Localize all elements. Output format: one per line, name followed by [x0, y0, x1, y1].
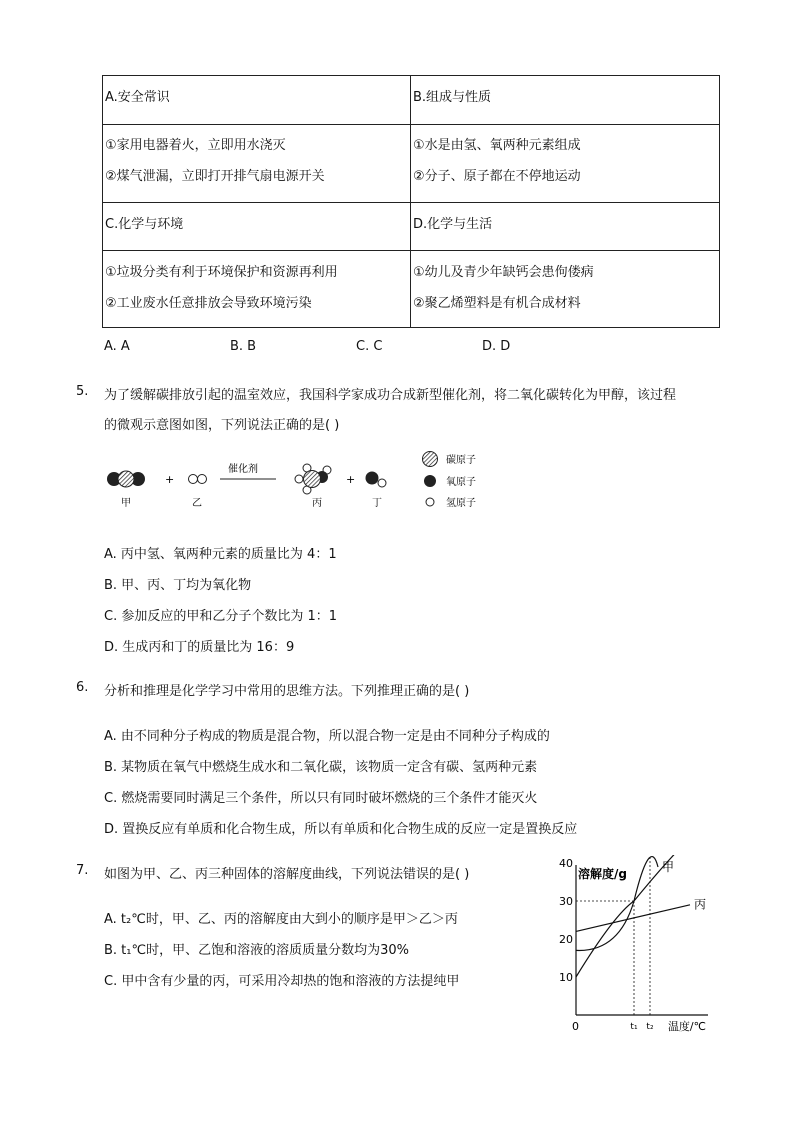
- q5-choice-c[interactable]: C. 参加反应的甲和乙分子个数比为 1：1: [104, 609, 338, 624]
- origin-label: 0: [572, 1020, 579, 1033]
- hydrogen-atom-icon: [426, 498, 434, 506]
- y-tick-label: 10: [559, 971, 573, 984]
- label-bing: 丙: [312, 498, 322, 509]
- table-cell-d-title: D.化学与生活: [413, 217, 493, 232]
- plus-sign: +: [346, 473, 356, 486]
- q5-number: 5.: [76, 384, 89, 399]
- table-cell-a-line: ①家用电器着火，立即用水浇灭: [105, 138, 286, 153]
- series-label: 丙: [694, 897, 707, 912]
- q5-choice-a[interactable]: A. 丙中氢、氧两种元素的质量比为 4：1: [104, 547, 337, 562]
- y-axis-label: 溶解度/g: [578, 867, 627, 881]
- q5-choice-d[interactable]: D. 生成丙和丁的质量比为 16：9: [104, 640, 295, 655]
- q7-number: 7.: [76, 863, 89, 878]
- label-ding: 丁: [372, 498, 382, 509]
- knowledge-table: [102, 75, 720, 328]
- q5-choice-b[interactable]: B. 甲、丙、丁均为氧化物: [104, 578, 252, 593]
- q7-choice-a[interactable]: A. t₂℃时，甲、乙、丙的溶解度由大到小的顺序是甲＞乙＞丙: [104, 912, 458, 927]
- q4-option-d[interactable]: D. D: [482, 339, 511, 354]
- y-tick-label: 30: [559, 895, 573, 908]
- solubility-chart: [548, 855, 723, 1035]
- table-cell-c-title: C.化学与环境: [105, 217, 184, 232]
- carbon-atom-icon: [423, 452, 438, 467]
- q4-option-b[interactable]: B. B: [230, 339, 257, 354]
- q6-choice-d[interactable]: D. 置换反应有单质和化合物生成，所以有单质和化合物生成的反应一定是置换反应: [104, 822, 578, 837]
- molecule-jia: [107, 471, 145, 487]
- legend-carbon: 碳原子: [446, 455, 476, 466]
- q6-choice-b[interactable]: B. 某物质在氧气中燃烧生成水和二氧化碳，该物质一定含有碳、氢两种元素: [104, 760, 538, 775]
- table-cell-d-line: ②聚乙烯塑料是有机合成材料: [413, 296, 581, 311]
- table-cell-b-title: B.组成与性质: [413, 90, 492, 105]
- plus-sign: +: [165, 473, 175, 486]
- label-jia: 甲: [121, 498, 131, 509]
- oxygen-atom-icon: [424, 475, 436, 487]
- x-axis-label: 温度/℃: [667, 1020, 706, 1033]
- x-tick-label: t₁: [630, 1022, 638, 1032]
- table-cell-a-line: ②煤气泄漏，立即打开排气扇电源开关: [105, 169, 325, 184]
- q7-choice-b[interactable]: B. t₁℃时，甲、乙饱和溶液的溶质质量分数均为30%: [104, 943, 409, 958]
- molecule-bing: [295, 464, 331, 494]
- series-label: 甲: [662, 860, 675, 874]
- q6-number: 6.: [76, 680, 89, 695]
- q5-text: 为了缓解碳排放引起的温室效应，我国科学家成功合成新型催化剂，将二氧化碳转化为甲醇，该过程: [104, 388, 677, 403]
- table-cell-a-title: A.安全常识: [105, 90, 170, 105]
- molecule-ding: [366, 472, 387, 488]
- q4-option-c[interactable]: C. C: [356, 339, 383, 354]
- catalyst-label: 催化剂: [228, 464, 258, 475]
- table-cell-c-line: ②工业废水任意排放会导致环境污染: [105, 296, 312, 311]
- q6-choice-c[interactable]: C. 燃烧需要同时满足三个条件，所以只有同时破坏燃烧的三个条件才能灭火: [104, 791, 538, 806]
- label-yi: 乙: [192, 498, 202, 509]
- atom-legend: [420, 449, 510, 515]
- curve-2: [576, 905, 690, 932]
- q7-text: 如图为甲、乙、丙三种固体的溶解度曲线，下列说法错误的是( ): [104, 867, 470, 882]
- y-tick-label: 20: [559, 933, 573, 946]
- q6-text: 分析和推理是化学学习中常用的思维方法。下列推理正确的是( ): [104, 684, 470, 699]
- q5-text: 的微观示意图如图，下列说法正确的是( ): [104, 418, 340, 433]
- q4-option-a[interactable]: A. A: [104, 339, 130, 354]
- table-divider: [103, 124, 719, 125]
- table-divider: [103, 250, 719, 251]
- legend-hydrogen: 氢原子: [446, 498, 476, 509]
- table-divider: [103, 202, 719, 203]
- table-cell-b-line: ①水是由氢、氧两种元素组成: [413, 138, 581, 153]
- table-cell-b-line: ②分子、原子都在不停地运动: [413, 169, 581, 184]
- q6-choice-a[interactable]: A. 由不同种分子构成的物质是混合物，所以混合物一定是由不同种分子构成的: [104, 729, 550, 744]
- x-tick-label: t₂: [646, 1022, 654, 1032]
- molecule-yi: [189, 475, 207, 484]
- legend-oxygen: 氧原子: [446, 477, 476, 488]
- table-cell-d-line: ①幼儿及青少年缺钙会患佝偻病: [413, 265, 594, 280]
- table-cell-c-line: ①垃圾分类有利于环境保护和资源再利用: [105, 265, 338, 280]
- y-tick-label: 40: [559, 857, 573, 870]
- q7-choice-c[interactable]: C. 甲中含有少量的丙，可采用冷却热的饱和溶液的方法提纯甲: [104, 974, 460, 989]
